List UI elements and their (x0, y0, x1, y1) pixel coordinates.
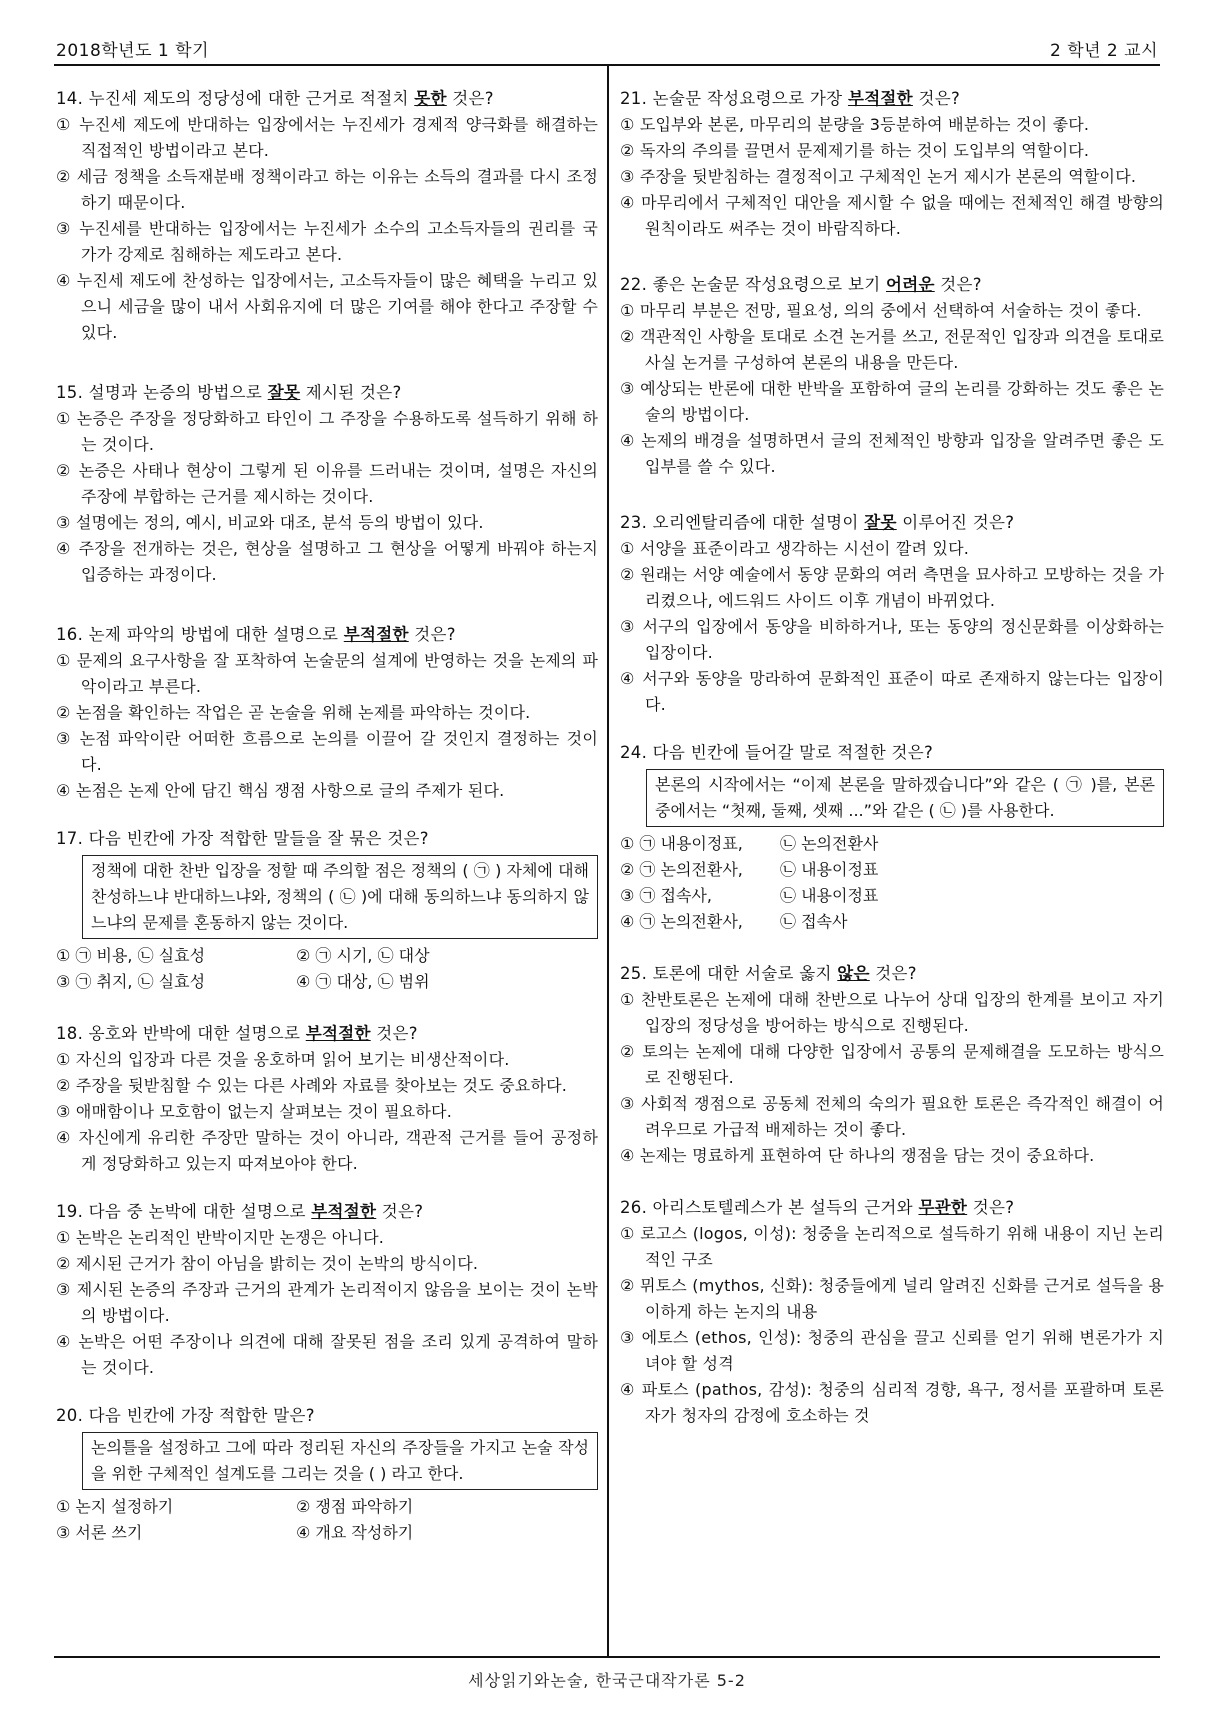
option-1: ① ㉠ 비용, ㉡ 실효성 (56, 946, 206, 965)
fill-in-box: 논의틀을 설정하고 그에 따라 정리된 자신의 주장들을 가지고 논술 작성을 위한 구체적인 설계도를 그리는 것을 ( ) 라고 한다. (82, 1432, 598, 1490)
question-17 (56, 826, 598, 995)
option-4: ④ 자신에게 유리한 주장만 말하는 것이 아니라, 객관적 근거를 들어 공정하게 정당화하고 있는지 따져보아야 한다. (56, 1128, 598, 1173)
option-4: ④ 논박은 어떤 주장이나 의견에 대해 잘못된 점을 조리 있게 공격하여 말하는 것이다. (56, 1332, 598, 1377)
question-19 (56, 1199, 598, 1381)
grade-period-label: 2 학년 2 교시 (1049, 41, 1158, 61)
option-2: ② ㉠ 논의전환사, ㉡ 내용이정표 (620, 860, 879, 879)
option-1: ① 찬반토론은 논제에 대해 찬반으로 나누어 상대 입장의 한계를 보이고 자기 입장의 정당성을 방어하는 방식으로 진행된다. (620, 990, 1164, 1035)
question-title: 26. 아리스토텔레스가 본 설득의 근거와 무관한 것은? (620, 1198, 1015, 1217)
option-1: ① 도입부와 본론, 마무리의 분량을 3등분하여 배분하는 것이 좋다. (620, 115, 1090, 134)
option-2: ② 제시된 근거가 참이 아님을 밝히는 것이 논박의 방식이다. (56, 1254, 479, 1273)
option-3: ③ ㉠ 접속사, ㉡ 내용이정표 (620, 886, 879, 905)
question-18 (56, 1021, 598, 1177)
option-2: ② 뮈토스 (mythos, 신화): 청중들에게 널리 알려진 신화를 근거로 설득을 용이하게 하는 논지의 내용 (620, 1276, 1164, 1321)
option-1: ① 자신의 입장과 다른 것을 옹호하며 읽어 보기는 비생산적이다. (56, 1050, 510, 1069)
option-1: ① 논박은 논리적인 반박이지만 논쟁은 아니다. (56, 1228, 385, 1247)
question-title: 16. 논제 파악의 방법에 대한 설명으로 부적절한 것은? (56, 625, 456, 644)
option-2: ② 원래는 서양 예술에서 동양 문화의 여러 측면을 묘사하고 모방하는 것을 가리켰으나, 에드워드 사이드 이후 개념이 바뀌었다. (620, 565, 1164, 610)
option-1: ① 로고스 (logos, 이성): 청중을 논리적으로 설득하기 위해 내용이 지닌 논리적인 구조 (620, 1224, 1164, 1269)
option-4: ④ ㉠ 논의전환사, ㉡ 접속사 (620, 912, 848, 931)
column-divider (607, 65, 609, 1656)
question-16 (56, 622, 598, 804)
question-title: 19. 다음 중 논박에 대한 설명으로 부적절한 것은? (56, 1202, 424, 1221)
option-4: ④ 서구와 동양을 망라하여 문화적인 표준이 따로 존재하지 않는다는 입장이다. (620, 669, 1164, 714)
option-1: ① 문제의 요구사항을 잘 포착하여 논술문의 설계에 반영하는 것을 논제의 파악이라고 부른다. (56, 651, 598, 696)
option-3: ③ 서구의 입장에서 동양을 비하하거나, 또는 동양의 정신문화를 이상화하는 입장이다. (620, 617, 1164, 662)
question-title: 18. 옹호와 반박에 대한 설명으로 부적절한 것은? (56, 1024, 418, 1043)
question-title: 14. 누진세 제도의 정당성에 대한 근거로 적절치 못한 것은? (56, 89, 494, 108)
option-4: ④ 논점은 논제 안에 담긴 핵심 쟁점 사항으로 글의 주제가 된다. (56, 781, 505, 800)
option-3: ③ 제시된 논증의 주장과 근거의 관계가 논리적이지 않음을 보이는 것이 논박의 방법이다. (56, 1280, 598, 1325)
right-column (620, 86, 1164, 1451)
option-2: ② 논점을 확인하는 작업은 곧 논술을 위해 논제를 파악하는 것이다. (56, 703, 531, 722)
bottom-rule (54, 1656, 1160, 1658)
option-3: ③ 사회적 쟁점으로 공동체 전체의 숙의가 필요한 토론은 즉각적인 해결이 어려우므로 가급적 배제하는 것이 좋다. (620, 1094, 1164, 1139)
option-2: ② 주장을 뒷받침할 수 있는 다른 사례와 자료를 찾아보는 것도 중요하다. (56, 1076, 568, 1095)
option-4: ④ 누진세 제도에 찬성하는 입장에서는, 고소득자들이 많은 혜택을 누리고 있으니 세금을 많이 내서 사회유지에 더 많은 기여를 해야 한다고 주장할 수 있다. (56, 271, 598, 342)
option-1: ① 논지 설정하기 (56, 1497, 174, 1516)
option-4: ④ 마무리에서 구체적인 대안을 제시할 수 없을 때에는 전체적인 해결 방향의 원칙이라도 써주는 것이 바람직하다. (620, 193, 1164, 238)
option-1: ① 누진세 제도에 반대하는 입장에서는 누진세가 경제적 양극화를 해결하는 직접적인 방법이라고 본다. (56, 115, 598, 160)
question-15 (56, 380, 598, 588)
option-2: ② 세금 정책을 소득재분배 정책이라고 하는 이유는 소득의 결과를 다시 조정하기 때문이다. (56, 167, 598, 212)
fill-in-box: 본론의 시작에서는 “이제 본론을 말하겠습니다”와 같은 ( ㉠ )를, 본론 중에서는 “첫째, 둘째, 셋째 ...”와 같은 ( ㉡ )를 사용한다. (646, 769, 1164, 827)
question-title: 25. 토론에 대한 서술로 옳지 않은 것은? (620, 964, 917, 983)
question-22 (620, 272, 1164, 480)
question-23 (620, 510, 1164, 718)
option-3: ③ 에토스 (ethos, 인성): 청중의 관심을 끌고 신뢰를 얻기 위해 변론가가 지녀야 할 성격 (620, 1328, 1164, 1373)
fill-in-box: 정책에 대한 찬반 입장을 정할 때 주의할 점은 정책의 ( ㉠ ) 자체에 대해 찬성하느냐 반대하느냐와, 정책의 ( ㉡ )에 대해 동의하느냐 동의하지 않느냐의 문제를 혼동하지 않는 것이다. (82, 855, 598, 939)
option-4: ④ ㉠ 대상, ㉡ 범위 (296, 972, 430, 991)
question-24 (620, 740, 1164, 935)
question-title: 15. 설명과 논증의 방법으로 잘못 제시된 것은? (56, 383, 402, 402)
option-4: ④ 개요 작성하기 (296, 1523, 414, 1542)
option-2: ② ㉠ 시기, ㉡ 대상 (296, 946, 430, 965)
option-2: ② 논증은 사태나 현상이 그렇게 된 이유를 드러내는 것이며, 설명은 자신의 주장에 부합하는 근거를 제시하는 것이다. (56, 461, 598, 506)
option-4: ④ 주장을 전개하는 것은, 현상을 설명하고 그 현상을 어떻게 바꿔야 하는지 입증하는 과정이다. (56, 539, 598, 584)
option-2: ② 객관적인 사항을 토대로 소견 논거를 쓰고, 전문적인 입장과 의견을 토대로 사실 논거를 구성하여 본론의 내용을 만든다. (620, 327, 1164, 372)
question-26 (620, 1195, 1164, 1429)
question-title: 22. 좋은 논술문 작성요령으로 보기 어려운 것은? (620, 275, 982, 294)
option-3: ③ 누진세를 반대하는 입장에서는 누진세가 소수의 고소득자들의 권리를 국가가 강제로 침해하는 제도라고 본다. (56, 219, 598, 264)
left-column (56, 86, 598, 1568)
option-4: ④ 파토스 (pathos, 감성): 청중의 심리적 경향, 욕구, 정서를 포괄하며 토론자가 청자의 감정에 호소하는 것 (620, 1380, 1164, 1425)
option-4: ④ 논제는 명료하게 표현하여 단 하나의 쟁점을 담는 것이 중요하다. (620, 1146, 1095, 1165)
exam-header (56, 36, 1158, 64)
option-4: ④ 논제의 배경을 설명하면서 글의 전체적인 방향과 입장을 알려주면 좋은 도입부를 쓸 수 있다. (620, 431, 1164, 476)
option-2: ② 토의는 논제에 대해 다양한 입장에서 공통의 문제해결을 도모하는 방식으로 진행된다. (620, 1042, 1164, 1087)
question-title: 23. 오리엔탈리즘에 대한 설명이 잘못 이루어진 것은? (620, 513, 1015, 532)
question-21 (620, 86, 1164, 242)
option-3: ③ 서론 쓰기 (56, 1523, 143, 1542)
option-1: ① 서양을 표준이라고 생각하는 시선이 깔려 있다. (620, 539, 970, 558)
option-1: ① ㉠ 내용이정표, ㉡ 논의전환사 (620, 834, 879, 853)
page-footer: 세상읽기와논술, 한국근대작가론 5-2 (468, 1671, 746, 1690)
option-3: ③ ㉠ 취지, ㉡ 실효성 (56, 972, 206, 991)
option-3: ③ 애매함이나 모호함이 없는지 살펴보는 것이 필요하다. (56, 1102, 452, 1121)
question-25 (620, 961, 1164, 1169)
option-3: ③ 논점 파악이란 어떠한 흐름으로 논의를 이끌어 갈 것인지 결정하는 것이다. (56, 729, 598, 774)
option-2: ② 쟁점 파악하기 (296, 1497, 414, 1516)
question-title: 17. 다음 빈칸에 가장 적합한 말들을 잘 묶은 것은? (56, 829, 429, 848)
option-3: ③ 예상되는 반론에 대한 반박을 포함하여 글의 논리를 강화하는 것도 좋은 논술의 방법이다. (620, 379, 1164, 424)
option-3: ③ 주장을 뒷받침하는 결정적이고 구체적인 논거 제시가 본론의 역할이다. (620, 167, 1137, 186)
question-14 (56, 86, 598, 346)
option-2: ② 독자의 주의를 끌면서 문제제기를 하는 것이 도입부의 역할이다. (620, 141, 1090, 160)
option-grid (56, 1494, 598, 1546)
question-title: 24. 다음 빈칸에 들어갈 말로 적절한 것은? (620, 743, 934, 762)
semester-label: 2018학년도 1 학기 (56, 41, 209, 61)
option-1: ① 마무리 부분은 전망, 필요성, 의의 중에서 선택하여 서술하는 것이 좋다. (620, 301, 1142, 320)
question-title: 21. 논술문 작성요령으로 가장 부적절한 것은? (620, 89, 961, 108)
option-grid (56, 943, 598, 995)
question-20 (56, 1403, 598, 1546)
option-3: ③ 설명에는 정의, 예시, 비교와 대조, 분석 등의 방법이 있다. (56, 513, 484, 532)
question-title: 20. 다음 빈칸에 가장 적합한 말은? (56, 1406, 315, 1425)
option-1: ① 논증은 주장을 정당화하고 타인이 그 주장을 수용하도록 설득하기 위해 하는 것이다. (56, 409, 598, 454)
